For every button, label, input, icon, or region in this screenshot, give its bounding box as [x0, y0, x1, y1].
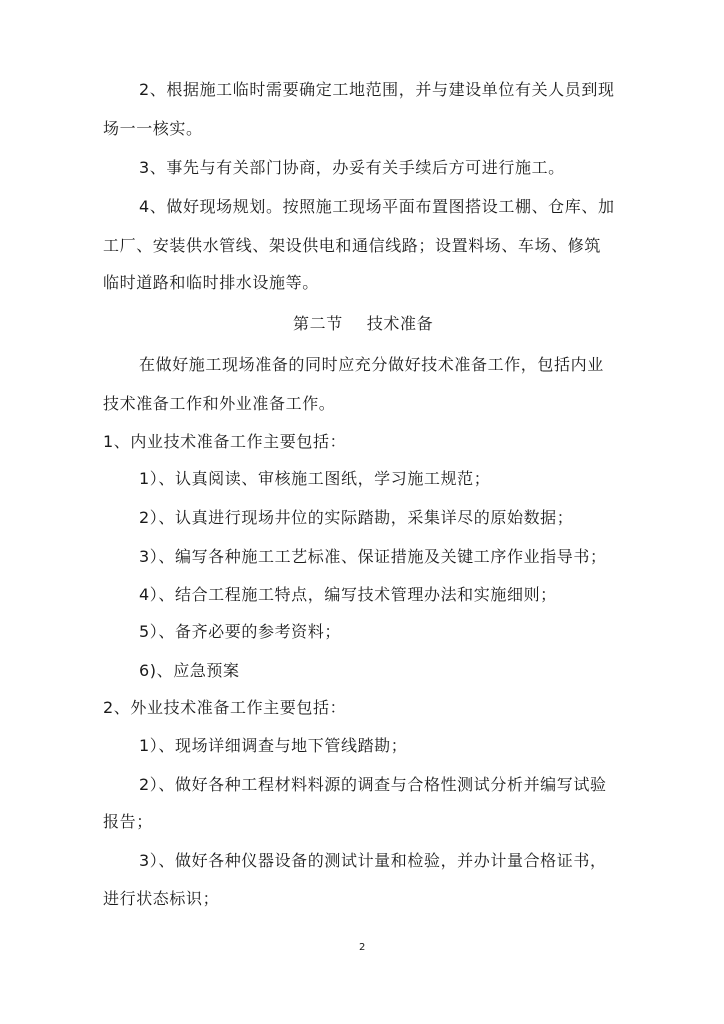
- page-number: 2: [359, 942, 366, 953]
- intro-line-1: 在做好施工现场准备的同时应充分做好技术准备工作，包括内业: [139, 355, 604, 374]
- paragraph-2-line-1: 2、根据施工临时需要确定工地范围，并与建设单位有关人员到现: [139, 80, 615, 99]
- intro-line-2: 技术准备工作和外业准备工作。: [103, 394, 336, 413]
- internal-item-5: 5）、备齐必要的参考资料；: [139, 622, 341, 641]
- external-item-1: 1）、现场详细调查与地下管线踏勘；: [139, 736, 408, 755]
- internal-item-4: 4）、结合工程施工特点，编写技术管理办法和实施细则；: [139, 585, 557, 604]
- internal-item-1: 1）、认真阅读、审核施工图纸，学习施工规范；: [139, 469, 491, 488]
- internal-item-2: 2）、认真进行现场井位的实际踏勘，采集详尽的原始数据；: [139, 508, 574, 527]
- external-item-2-line-2: 报告；: [103, 812, 153, 831]
- internal-item-6: 6)、应急预案: [139, 661, 240, 680]
- section-heading: [293, 313, 433, 335]
- internal-item-3: 3）、编写各种施工工艺标准、保证措施及关键工序作业指导书；: [139, 547, 607, 566]
- paragraph-3-line-1: 3、事先与有关部门协商，办妥有关手续后方可进行施工。: [139, 158, 565, 177]
- section-title: 技术准备: [366, 314, 434, 333]
- external-heading: 2、外业技术准备工作主要包括：: [103, 698, 347, 717]
- paragraph-4-line-3: 临时道路和临时排水设施等。: [103, 273, 319, 292]
- section-number: 第二节: [293, 314, 343, 333]
- internal-heading: 1、内业技术准备工作主要包括：: [103, 432, 347, 451]
- paragraph-4-line-2: 工厂、安装供水管线、架设供电和通信线路；设置料场、车场、修筑: [103, 236, 602, 255]
- external-item-3-line-1: 3）、做好各种仪器设备的测试计量和检验，并办计量合格证书，: [139, 851, 607, 870]
- external-item-3-line-2: 进行状态标识；: [103, 889, 220, 908]
- external-item-2-line-1: 2）、做好各种工程材料料源的调查与合格性测试分析并编写试验: [139, 775, 607, 794]
- paragraph-2-line-2: 场一一核实。: [103, 119, 203, 138]
- paragraph-4-line-1: 4、做好现场规划。按照施工现场平面布置图搭设工棚、仓库、加: [139, 197, 615, 216]
